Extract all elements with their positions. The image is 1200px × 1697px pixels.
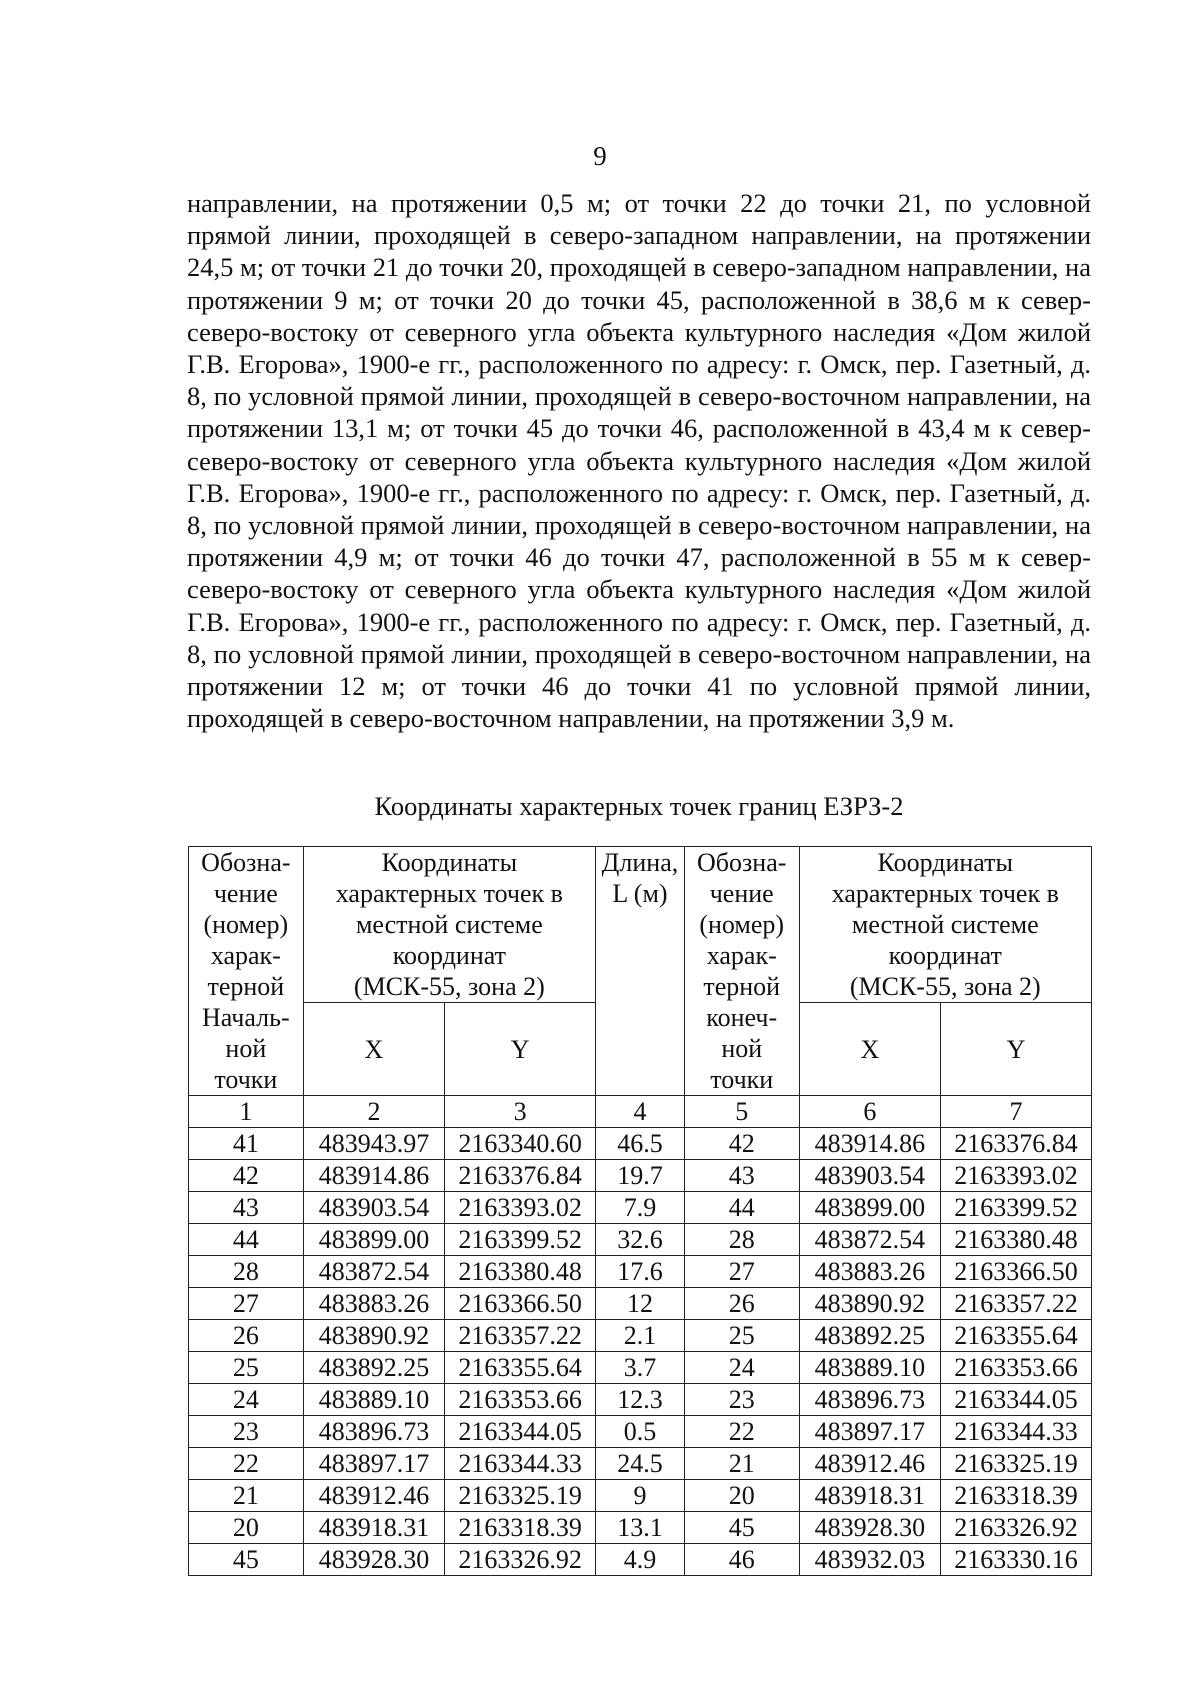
table-caption: Координаты характерных точек границ ЕЗРЗ-2 — [374, 791, 904, 821]
length-cell: 32.6 — [596, 1224, 685, 1256]
table-row — [189, 1448, 1092, 1480]
column-number: 1 — [189, 1096, 304, 1128]
x-start-cell: 483918.31 — [303, 1512, 445, 1544]
x-end-cell: 483897.17 — [799, 1416, 941, 1448]
body-paragraph: направлении, на протяжении 0,5 м; от точки 22 до точки 21, по условной прямой линии, проходящей в северо-западном направлении, на протяжении 24,5 м; от точки 21 до точки 20, проходящей в северо-западном направлении, на протяжении 9 м; от точки 20 до точки 45, расположенной в 38,6 м к север-северо-востоку от северного угла объекта культурного наследия «Дом жилой Г.В. Егорова», 1900-е гг., расположенного по адресу: г. Омск, пер. Газетный, д. 8, по условной прямой линии, проходящей в северо-восточном направлении, на протяжении 13,1 м; от точки 45 до точки 46, расположенной в 43,4 м к север-северо-востоку от северного угла объекта культурного наследия «Дом жилой Г.В. Егорова», 1900-е гг., расположенного по адресу: г. Омск, пер. Газетный, д. 8, по условной прямой линии, проходящей в северо-восточном направлении, на протяжении 4,9 м; от точки 46 до точки 47, расположенной в 55 м к север-северо-востоку от северного угла объекта культурного наследия «Дом жилой Г.В. Егорова», 1900-е гг., расположенного по адресу: г. Омск, пер. Газетный, д. 8, по условной прямой линии, проходящей в северо-восточном направлении, на протяжении 12 м; от точки 46 до точки 41 по условной прямой линии, проходящей в северо-восточном направлении, на протяжении 3,9 м. — [187, 188, 1091, 734]
length-cell: 2.1 — [596, 1320, 685, 1352]
end-point-cell: 20 — [684, 1480, 799, 1512]
coordinates-table — [188, 846, 1092, 1576]
x-end-cell: 483912.46 — [799, 1448, 941, 1480]
end-point-cell: 23 — [684, 1384, 799, 1416]
length-cell: 46.5 — [596, 1128, 685, 1160]
length-cell: 13.1 — [596, 1512, 685, 1544]
column-number-row — [189, 1096, 1092, 1128]
y-start-cell: 2163318.39 — [445, 1512, 596, 1544]
end-point-cell: 46 — [684, 1544, 799, 1576]
x-start-cell: 483890.92 — [303, 1320, 445, 1352]
table-row — [189, 1544, 1092, 1576]
x-end-cell: 483899.00 — [799, 1192, 941, 1224]
start-point-cell: 22 — [189, 1448, 304, 1480]
length-cell: 17.6 — [596, 1256, 685, 1288]
end-point-cell: 24 — [684, 1352, 799, 1384]
length-cell: 7.9 — [596, 1192, 685, 1224]
start-point-cell: 24 — [189, 1384, 304, 1416]
start-point-cell: 44 — [189, 1224, 304, 1256]
column-number: 4 — [596, 1096, 685, 1128]
start-point-cell: 41 — [189, 1128, 304, 1160]
y-start-cell: 2163380.48 — [445, 1256, 596, 1288]
length-cell: 4.9 — [596, 1544, 685, 1576]
length-cell: 9 — [596, 1480, 685, 1512]
table-row — [189, 1352, 1092, 1384]
y-end-cell: 2163326.92 — [941, 1512, 1092, 1544]
y-start-cell: 2163393.02 — [445, 1192, 596, 1224]
length-cell: 19.7 — [596, 1160, 685, 1192]
start-point-cell: 25 — [189, 1352, 304, 1384]
x-end-cell: 483896.73 — [799, 1384, 941, 1416]
column-number: 5 — [684, 1096, 799, 1128]
y-start-cell: 2163355.64 — [445, 1352, 596, 1384]
start-point-cell: 21 — [189, 1480, 304, 1512]
table-row — [189, 1192, 1092, 1224]
table-row — [189, 1160, 1092, 1192]
end-point-cell: 22 — [684, 1416, 799, 1448]
table-row — [189, 1320, 1092, 1352]
page-number: 9 — [593, 141, 607, 171]
end-point-cell: 27 — [684, 1256, 799, 1288]
y-end-cell: 2163325.19 — [941, 1448, 1092, 1480]
x-start-cell: 483903.54 — [303, 1192, 445, 1224]
y-start-cell: 2163353.66 — [445, 1384, 596, 1416]
y-start-cell: 2163325.19 — [445, 1480, 596, 1512]
end-point-cell: 45 — [684, 1512, 799, 1544]
x-end-cell: 483883.26 — [799, 1256, 941, 1288]
start-point-cell: 23 — [189, 1416, 304, 1448]
x-end-cell: 483889.10 — [799, 1352, 941, 1384]
y-end-cell: 2163344.33 — [941, 1416, 1092, 1448]
y-end-cell: 2163399.52 — [941, 1192, 1092, 1224]
header-coordinates-start: Координаты характерных точек в местной системе координат (МСК-55, зона 2) — [303, 847, 595, 1003]
start-point-cell: 45 — [189, 1544, 304, 1576]
y-end-cell: 2163353.66 — [941, 1352, 1092, 1384]
table-body — [189, 1128, 1092, 1576]
y-start-cell: 2163344.33 — [445, 1448, 596, 1480]
header-length: Длина, L (м) — [596, 847, 685, 1096]
y-end-cell: 2163357.22 — [941, 1288, 1092, 1320]
length-cell: 12 — [596, 1288, 685, 1320]
y-start-cell: 2163366.50 — [445, 1288, 596, 1320]
x-end-cell: 483892.25 — [799, 1320, 941, 1352]
length-cell: 24.5 — [596, 1448, 685, 1480]
header-coordinates-end: Координаты характерных точек в местной системе координат (МСК-55, зона 2) — [799, 847, 1091, 1003]
length-cell: 12.3 — [596, 1384, 685, 1416]
header-start-point: Обозна- чение (номер) харак- терной Началь- ной точки — [189, 847, 304, 1096]
y-start-cell: 2163344.05 — [445, 1416, 596, 1448]
column-number: 3 — [445, 1096, 596, 1128]
column-number: 6 — [799, 1096, 941, 1128]
x-end-cell: 483872.54 — [799, 1224, 941, 1256]
table-row — [189, 1224, 1092, 1256]
y-end-cell: 2163376.84 — [941, 1128, 1092, 1160]
table-row — [189, 1512, 1092, 1544]
length-cell: 3.7 — [596, 1352, 685, 1384]
table-row — [189, 1128, 1092, 1160]
x-start-cell: 483897.17 — [303, 1448, 445, 1480]
header-y-start: Y — [445, 1003, 596, 1096]
end-point-cell: 42 — [684, 1128, 799, 1160]
y-end-cell: 2163366.50 — [941, 1256, 1092, 1288]
start-point-cell: 26 — [189, 1320, 304, 1352]
x-start-cell: 483883.26 — [303, 1288, 445, 1320]
end-point-cell: 26 — [684, 1288, 799, 1320]
x-end-cell: 483918.31 — [799, 1480, 941, 1512]
table-row — [189, 1480, 1092, 1512]
x-end-cell: 483890.92 — [799, 1288, 941, 1320]
header-end-point: Обозна- чение (номер) харак- терной конеч- ной точки — [684, 847, 799, 1096]
end-point-cell: 44 — [684, 1192, 799, 1224]
header-y-end: Y — [941, 1003, 1092, 1096]
header-x-end: X — [799, 1003, 941, 1096]
y-end-cell: 2163355.64 — [941, 1320, 1092, 1352]
header-x-start: X — [303, 1003, 445, 1096]
x-start-cell: 483943.97 — [303, 1128, 445, 1160]
column-number: 2 — [303, 1096, 445, 1128]
start-point-cell: 20 — [189, 1512, 304, 1544]
x-end-cell: 483914.86 — [799, 1128, 941, 1160]
x-end-cell: 483928.30 — [799, 1512, 941, 1544]
y-start-cell: 2163340.60 — [445, 1128, 596, 1160]
end-point-cell: 25 — [684, 1320, 799, 1352]
x-start-cell: 483914.86 — [303, 1160, 445, 1192]
x-start-cell: 483872.54 — [303, 1256, 445, 1288]
x-end-cell: 483932.03 — [799, 1544, 941, 1576]
x-start-cell: 483928.30 — [303, 1544, 445, 1576]
length-cell: 0.5 — [596, 1416, 685, 1448]
end-point-cell: 21 — [684, 1448, 799, 1480]
table-row — [189, 1256, 1092, 1288]
x-start-cell: 483892.25 — [303, 1352, 445, 1384]
table-row — [189, 1384, 1092, 1416]
start-point-cell: 42 — [189, 1160, 304, 1192]
x-start-cell: 483896.73 — [303, 1416, 445, 1448]
end-point-cell: 28 — [684, 1224, 799, 1256]
table-row — [189, 1288, 1092, 1320]
x-start-cell: 483899.00 — [303, 1224, 445, 1256]
x-start-cell: 483912.46 — [303, 1480, 445, 1512]
y-end-cell: 2163393.02 — [941, 1160, 1092, 1192]
end-point-cell: 43 — [684, 1160, 799, 1192]
y-end-cell: 2163344.05 — [941, 1384, 1092, 1416]
start-point-cell: 28 — [189, 1256, 304, 1288]
y-end-cell: 2163318.39 — [941, 1480, 1092, 1512]
x-end-cell: 483903.54 — [799, 1160, 941, 1192]
start-point-cell: 43 — [189, 1192, 304, 1224]
y-start-cell: 2163399.52 — [445, 1224, 596, 1256]
y-start-cell: 2163326.92 — [445, 1544, 596, 1576]
table-row — [189, 1416, 1092, 1448]
column-number: 7 — [941, 1096, 1092, 1128]
y-end-cell: 2163380.48 — [941, 1224, 1092, 1256]
start-point-cell: 27 — [189, 1288, 304, 1320]
x-start-cell: 483889.10 — [303, 1384, 445, 1416]
y-start-cell: 2163376.84 — [445, 1160, 596, 1192]
y-end-cell: 2163330.16 — [941, 1544, 1092, 1576]
y-start-cell: 2163357.22 — [445, 1320, 596, 1352]
